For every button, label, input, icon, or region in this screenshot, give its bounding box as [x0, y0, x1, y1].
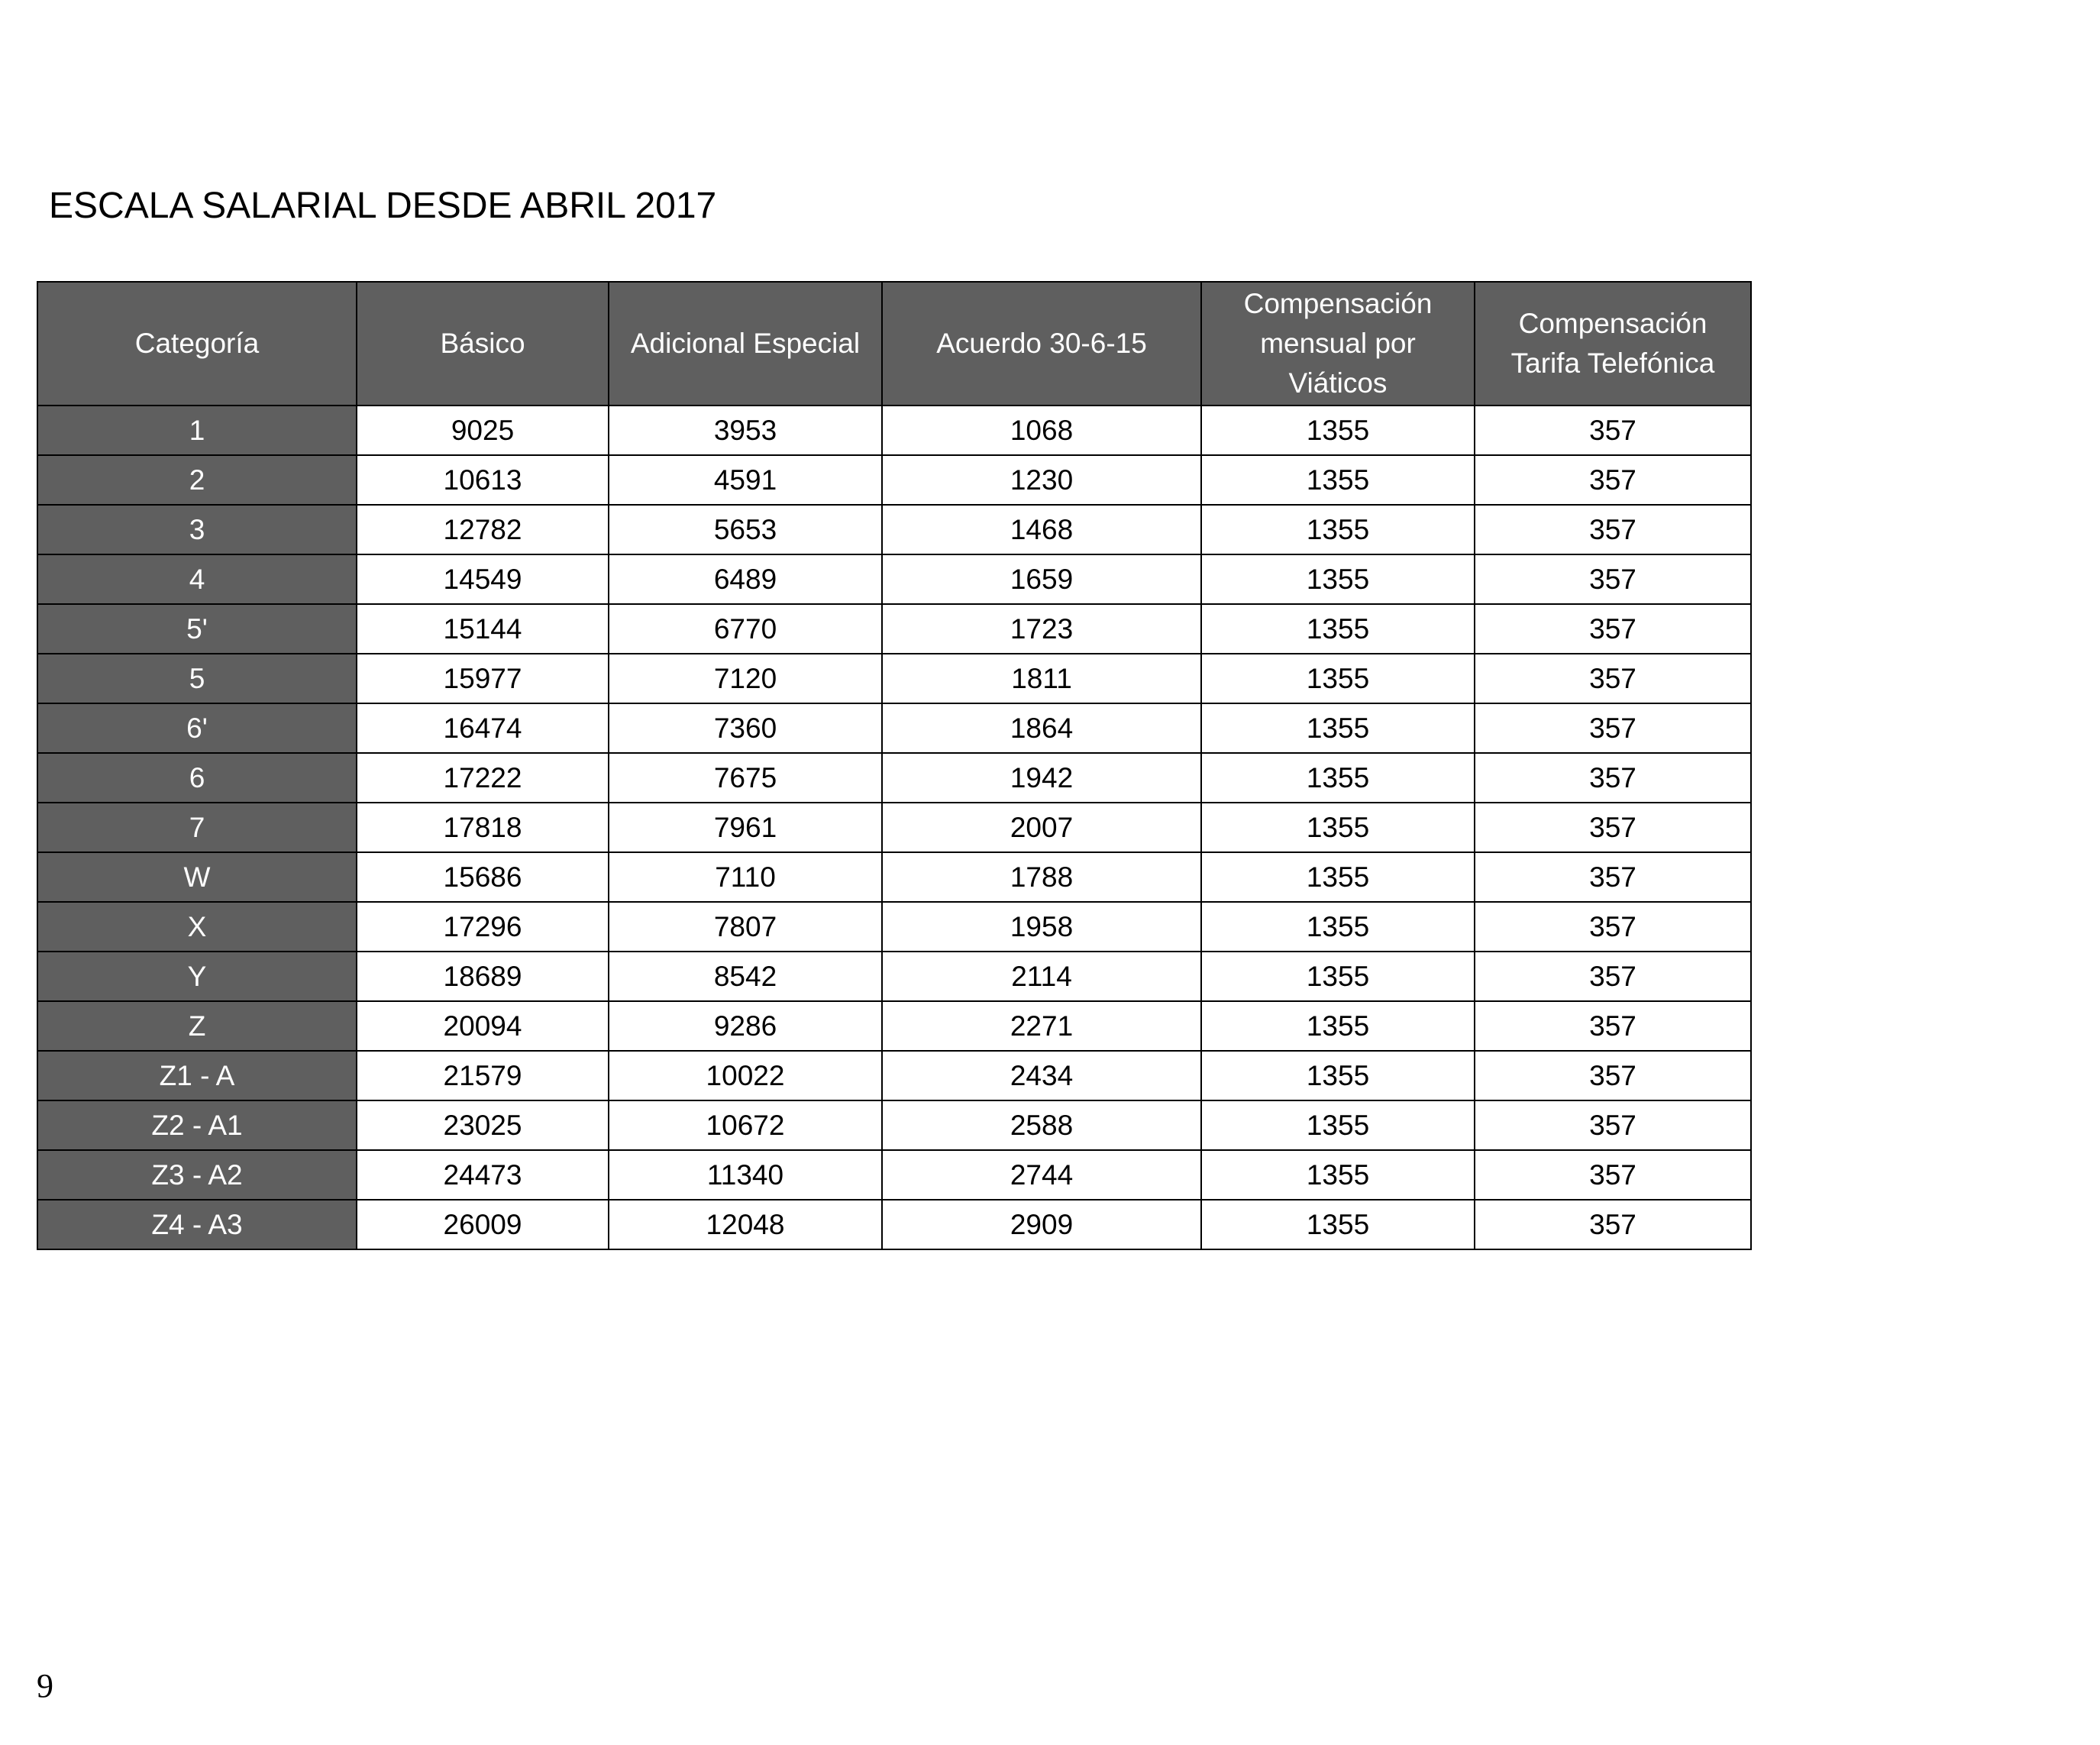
cell-adicional-especial: 6489 [609, 554, 882, 604]
cell-compensacion-tarifa: 357 [1475, 852, 1751, 902]
cell-basico: 12782 [357, 505, 609, 554]
table-row [37, 455, 1751, 505]
cell-categoria: Z1 - A [37, 1051, 357, 1100]
header-compensacion-viaticos: Compensación mensual por Viáticos [1201, 282, 1475, 406]
cell-acuerdo: 1723 [882, 604, 1201, 654]
cell-categoria: W [37, 852, 357, 902]
cell-compensacion-viaticos: 1355 [1201, 753, 1475, 803]
table-row [37, 1200, 1751, 1249]
cell-categoria: 7 [37, 803, 357, 852]
cell-adicional-especial: 9286 [609, 1001, 882, 1051]
cell-acuerdo: 2007 [882, 803, 1201, 852]
cell-compensacion-viaticos: 1355 [1201, 406, 1475, 455]
table-row [37, 852, 1751, 902]
cell-adicional-especial: 7961 [609, 803, 882, 852]
cell-adicional-especial: 5653 [609, 505, 882, 554]
header-row [37, 282, 1751, 406]
header-categoria: Categoría [37, 282, 357, 406]
cell-adicional-especial: 6770 [609, 604, 882, 654]
table-header [37, 282, 1751, 406]
cell-compensacion-tarifa: 357 [1475, 803, 1751, 852]
cell-basico: 17818 [357, 803, 609, 852]
cell-basico: 10613 [357, 455, 609, 505]
cell-compensacion-viaticos: 1355 [1201, 1001, 1475, 1051]
cell-adicional-especial: 8542 [609, 952, 882, 1001]
cell-acuerdo: 1468 [882, 505, 1201, 554]
cell-compensacion-tarifa: 357 [1475, 1100, 1751, 1150]
cell-categoria: 2 [37, 455, 357, 505]
cell-categoria: Z2 - A1 [37, 1100, 357, 1150]
cell-acuerdo: 2114 [882, 952, 1201, 1001]
cell-categoria: 5' [37, 604, 357, 654]
table-row [37, 703, 1751, 753]
cell-compensacion-tarifa: 357 [1475, 406, 1751, 455]
table-row [37, 1051, 1751, 1100]
cell-compensacion-tarifa: 357 [1475, 505, 1751, 554]
cell-compensacion-tarifa: 357 [1475, 604, 1751, 654]
cell-compensacion-tarifa: 357 [1475, 703, 1751, 753]
cell-compensacion-tarifa: 357 [1475, 554, 1751, 604]
cell-compensacion-viaticos: 1355 [1201, 1100, 1475, 1150]
cell-adicional-especial: 11340 [609, 1150, 882, 1200]
cell-acuerdo: 2271 [882, 1001, 1201, 1051]
cell-adicional-especial: 10022 [609, 1051, 882, 1100]
cell-acuerdo: 1958 [882, 902, 1201, 952]
cell-categoria: 6 [37, 753, 357, 803]
cell-categoria: Z4 - A3 [37, 1200, 357, 1249]
cell-compensacion-viaticos: 1355 [1201, 852, 1475, 902]
cell-categoria: Z3 - A2 [37, 1150, 357, 1200]
table-row [37, 1100, 1751, 1150]
table-row [37, 654, 1751, 703]
cell-basico: 20094 [357, 1001, 609, 1051]
cell-adicional-especial: 7675 [609, 753, 882, 803]
header-adicional-especial: Adicional Especial [609, 282, 882, 406]
cell-basico: 15144 [357, 604, 609, 654]
cell-adicional-especial: 7110 [609, 852, 882, 902]
cell-compensacion-tarifa: 357 [1475, 952, 1751, 1001]
cell-categoria: 5 [37, 654, 357, 703]
cell-compensacion-tarifa: 357 [1475, 654, 1751, 703]
cell-basico: 15686 [357, 852, 609, 902]
cell-acuerdo: 1659 [882, 554, 1201, 604]
table-row [37, 604, 1751, 654]
cell-basico: 18689 [357, 952, 609, 1001]
cell-acuerdo: 1230 [882, 455, 1201, 505]
cell-adicional-especial: 7360 [609, 703, 882, 753]
cell-categoria: 1 [37, 406, 357, 455]
table-body [37, 406, 1751, 1249]
cell-categoria: 3 [37, 505, 357, 554]
header-acuerdo: Acuerdo 30-6-15 [882, 282, 1201, 406]
cell-compensacion-viaticos: 1355 [1201, 505, 1475, 554]
cell-acuerdo: 2434 [882, 1051, 1201, 1100]
cell-adicional-especial: 7807 [609, 902, 882, 952]
cell-acuerdo: 1942 [882, 753, 1201, 803]
cell-basico: 16474 [357, 703, 609, 753]
cell-adicional-especial: 4591 [609, 455, 882, 505]
table-row [37, 952, 1751, 1001]
cell-compensacion-viaticos: 1355 [1201, 455, 1475, 505]
cell-compensacion-viaticos: 1355 [1201, 1150, 1475, 1200]
cell-adicional-especial: 10672 [609, 1100, 882, 1150]
cell-categoria: Y [37, 952, 357, 1001]
page-number: 9 [37, 1667, 53, 1705]
cell-compensacion-viaticos: 1355 [1201, 902, 1475, 952]
cell-compensacion-viaticos: 1355 [1201, 654, 1475, 703]
cell-basico: 23025 [357, 1100, 609, 1150]
table-row [37, 753, 1751, 803]
cell-compensacion-viaticos: 1355 [1201, 1051, 1475, 1100]
cell-basico: 26009 [357, 1200, 609, 1249]
table-row [37, 902, 1751, 952]
header-compensacion-tarifa: Compensación Tarifa Telefónica [1475, 282, 1751, 406]
cell-acuerdo: 1068 [882, 406, 1201, 455]
cell-basico: 24473 [357, 1150, 609, 1200]
cell-compensacion-tarifa: 357 [1475, 1200, 1751, 1249]
cell-acuerdo: 2588 [882, 1100, 1201, 1150]
cell-adicional-especial: 12048 [609, 1200, 882, 1249]
cell-compensacion-viaticos: 1355 [1201, 554, 1475, 604]
page-title: ESCALA SALARIAL DESDE ABRIL 2017 [49, 186, 717, 226]
salary-scale-table [37, 281, 1752, 1250]
cell-adicional-especial: 3953 [609, 406, 882, 455]
table-row [37, 505, 1751, 554]
cell-compensacion-viaticos: 1355 [1201, 703, 1475, 753]
cell-acuerdo: 2909 [882, 1200, 1201, 1249]
cell-acuerdo: 2744 [882, 1150, 1201, 1200]
cell-basico: 17222 [357, 753, 609, 803]
cell-compensacion-tarifa: 357 [1475, 455, 1751, 505]
cell-adicional-especial: 7120 [609, 654, 882, 703]
cell-compensacion-tarifa: 357 [1475, 1051, 1751, 1100]
cell-categoria: Z [37, 1001, 357, 1051]
cell-compensacion-viaticos: 1355 [1201, 604, 1475, 654]
cell-categoria: X [37, 902, 357, 952]
header-basico: Básico [357, 282, 609, 406]
table-row [37, 1150, 1751, 1200]
cell-compensacion-tarifa: 357 [1475, 753, 1751, 803]
cell-basico: 14549 [357, 554, 609, 604]
cell-categoria: 6' [37, 703, 357, 753]
table-row [37, 803, 1751, 852]
cell-compensacion-viaticos: 1355 [1201, 1200, 1475, 1249]
table-row [37, 406, 1751, 455]
table-row [37, 1001, 1751, 1051]
cell-compensacion-viaticos: 1355 [1201, 952, 1475, 1001]
cell-basico: 21579 [357, 1051, 609, 1100]
cell-categoria: 4 [37, 554, 357, 604]
cell-basico: 9025 [357, 406, 609, 455]
table-row [37, 554, 1751, 604]
cell-basico: 17296 [357, 902, 609, 952]
cell-compensacion-tarifa: 357 [1475, 1150, 1751, 1200]
cell-compensacion-viaticos: 1355 [1201, 803, 1475, 852]
cell-compensacion-tarifa: 357 [1475, 902, 1751, 952]
cell-acuerdo: 1811 [882, 654, 1201, 703]
cell-acuerdo: 1864 [882, 703, 1201, 753]
cell-basico: 15977 [357, 654, 609, 703]
cell-acuerdo: 1788 [882, 852, 1201, 902]
cell-compensacion-tarifa: 357 [1475, 1001, 1751, 1051]
